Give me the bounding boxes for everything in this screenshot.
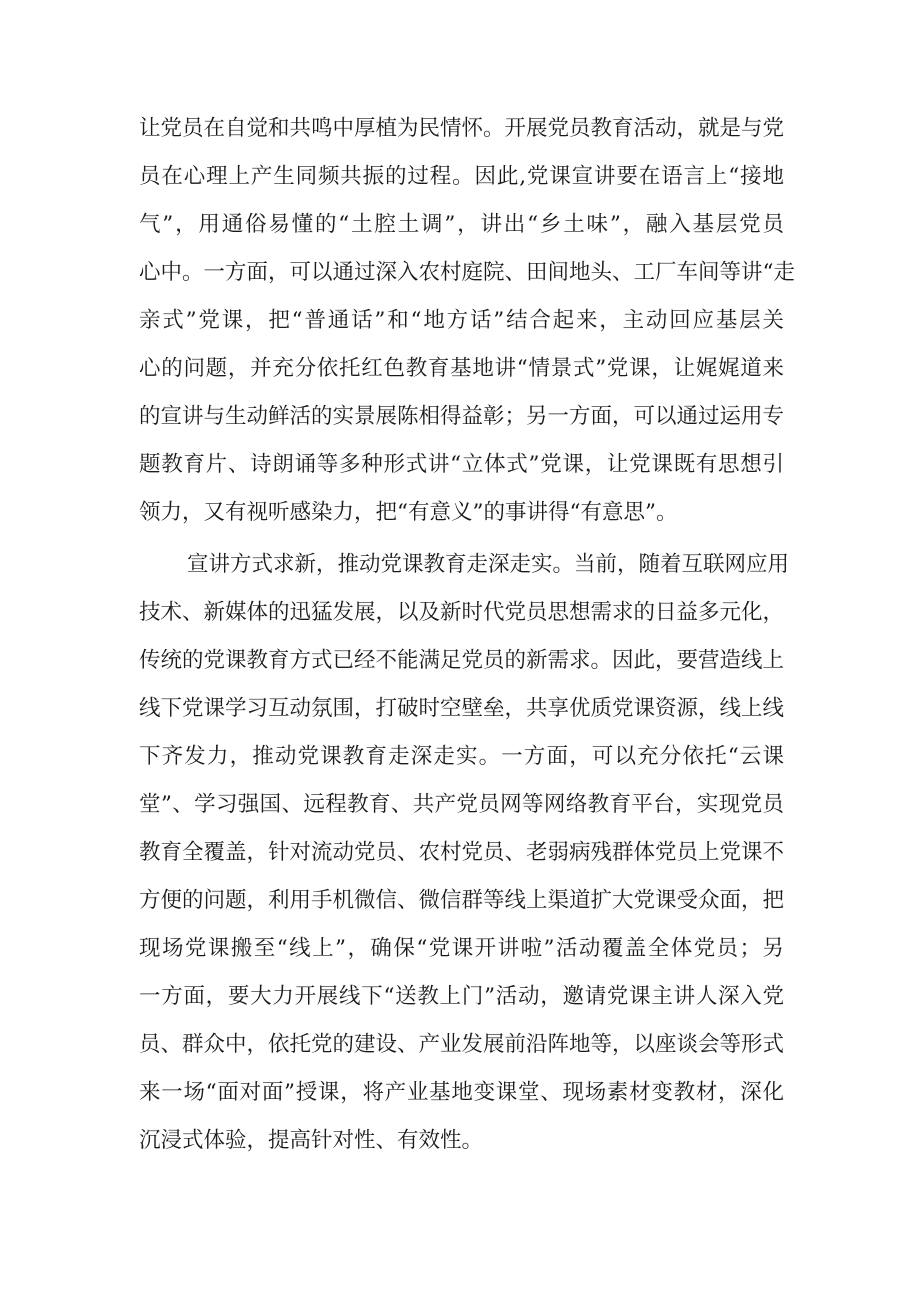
paragraph-2-line-3: 传统的党课教育方式已经不能满足党员的新需求。因此，要营造线上 [139, 648, 785, 673]
paragraph-2-line-11: 员、群众中，依托党的建设、产业发展前沿阵地等，以座谈会等形式 [139, 1032, 785, 1057]
paragraph-2-line-7: 教育全覆盖，针对流动党员、农村党员、老弱病残群体党员上党课不 [139, 840, 785, 865]
paragraph-1-line-2: 员在心理上产生同频共振的过程。因此,党课宣讲要在语言上“接地 [139, 164, 784, 189]
paragraph-2-line-5: 下齐发力，推动党课教育走深走实。一方面，可以充分依托“云课 [139, 744, 784, 769]
paragraph-2-line-4: 线下党课学习互动氛围，打破时空壁垒，共享优质党课资源，线上线 [139, 696, 785, 721]
paragraph-2-line-13: 沉浸式体验，提高针对性、有效性。 [139, 1128, 484, 1153]
paragraph-1-line-3: 气”，用通俗易懂的“土腔土调”，讲出“乡土味”，融入基层党员 [139, 212, 784, 237]
paragraph-2-line-6: 堂”、学习强国、远程教育、共产党员网等网络教育平台，实现党员 [139, 792, 784, 817]
paragraph-2-line-9: 现场党课搬至“线上”，确保“党课开讲啦”活动覆盖全体党员；另 [139, 936, 784, 961]
paragraph-2-line-1: 宣讲方式求新，推动党课教育走深走实。当前，随着互联网应用 [187, 552, 790, 577]
paragraph-1-line-9: 领力，又有视听感染力，把“有意义”的事讲得“有意思”。 [139, 500, 678, 525]
paragraph-1-line-8: 题教育片、诗朗诵等多种形式讲“立体式”党课，让党课既有思想引 [139, 452, 784, 477]
paragraph-1-line-5: 亲式”党课，把“普通话”和“地方话”结合起来，主动回应基层关 [139, 308, 784, 333]
paragraph-2-line-12: 来一场“面对面”授课，将产业基地变课堂、现场素材变教材，深化 [139, 1080, 784, 1105]
paragraph-2-line-10: 一方面，要大力开展线下“送教上门”活动，邀请党课主讲人深入党 [139, 984, 784, 1009]
paragraph-2-line-2: 技术、新媒体的迅猛发展，以及新时代党员思想需求的日益多元化， [139, 600, 785, 625]
paragraph-2-line-8: 方便的问题，利用手机微信、微信群等线上渠道扩大党课受众面，把 [139, 888, 785, 913]
paragraph-1-line-4: 心中。一方面，可以通过深入农村庭院、田间地头、工厂车间等讲“走 [139, 260, 795, 285]
paragraph-1-line-1: 让党员在自觉和共鸣中厚植为民情怀。开展党员教育活动，就是与党 [139, 116, 785, 141]
paragraph-1-line-6: 心的问题，并充分依托红色教育基地讲“情景式”党课，让娓娓道来 [139, 356, 784, 381]
paragraph-1-line-7: 的宣讲与生动鲜活的实景展陈相得益彰；另一方面，可以通过运用专 [139, 404, 785, 429]
